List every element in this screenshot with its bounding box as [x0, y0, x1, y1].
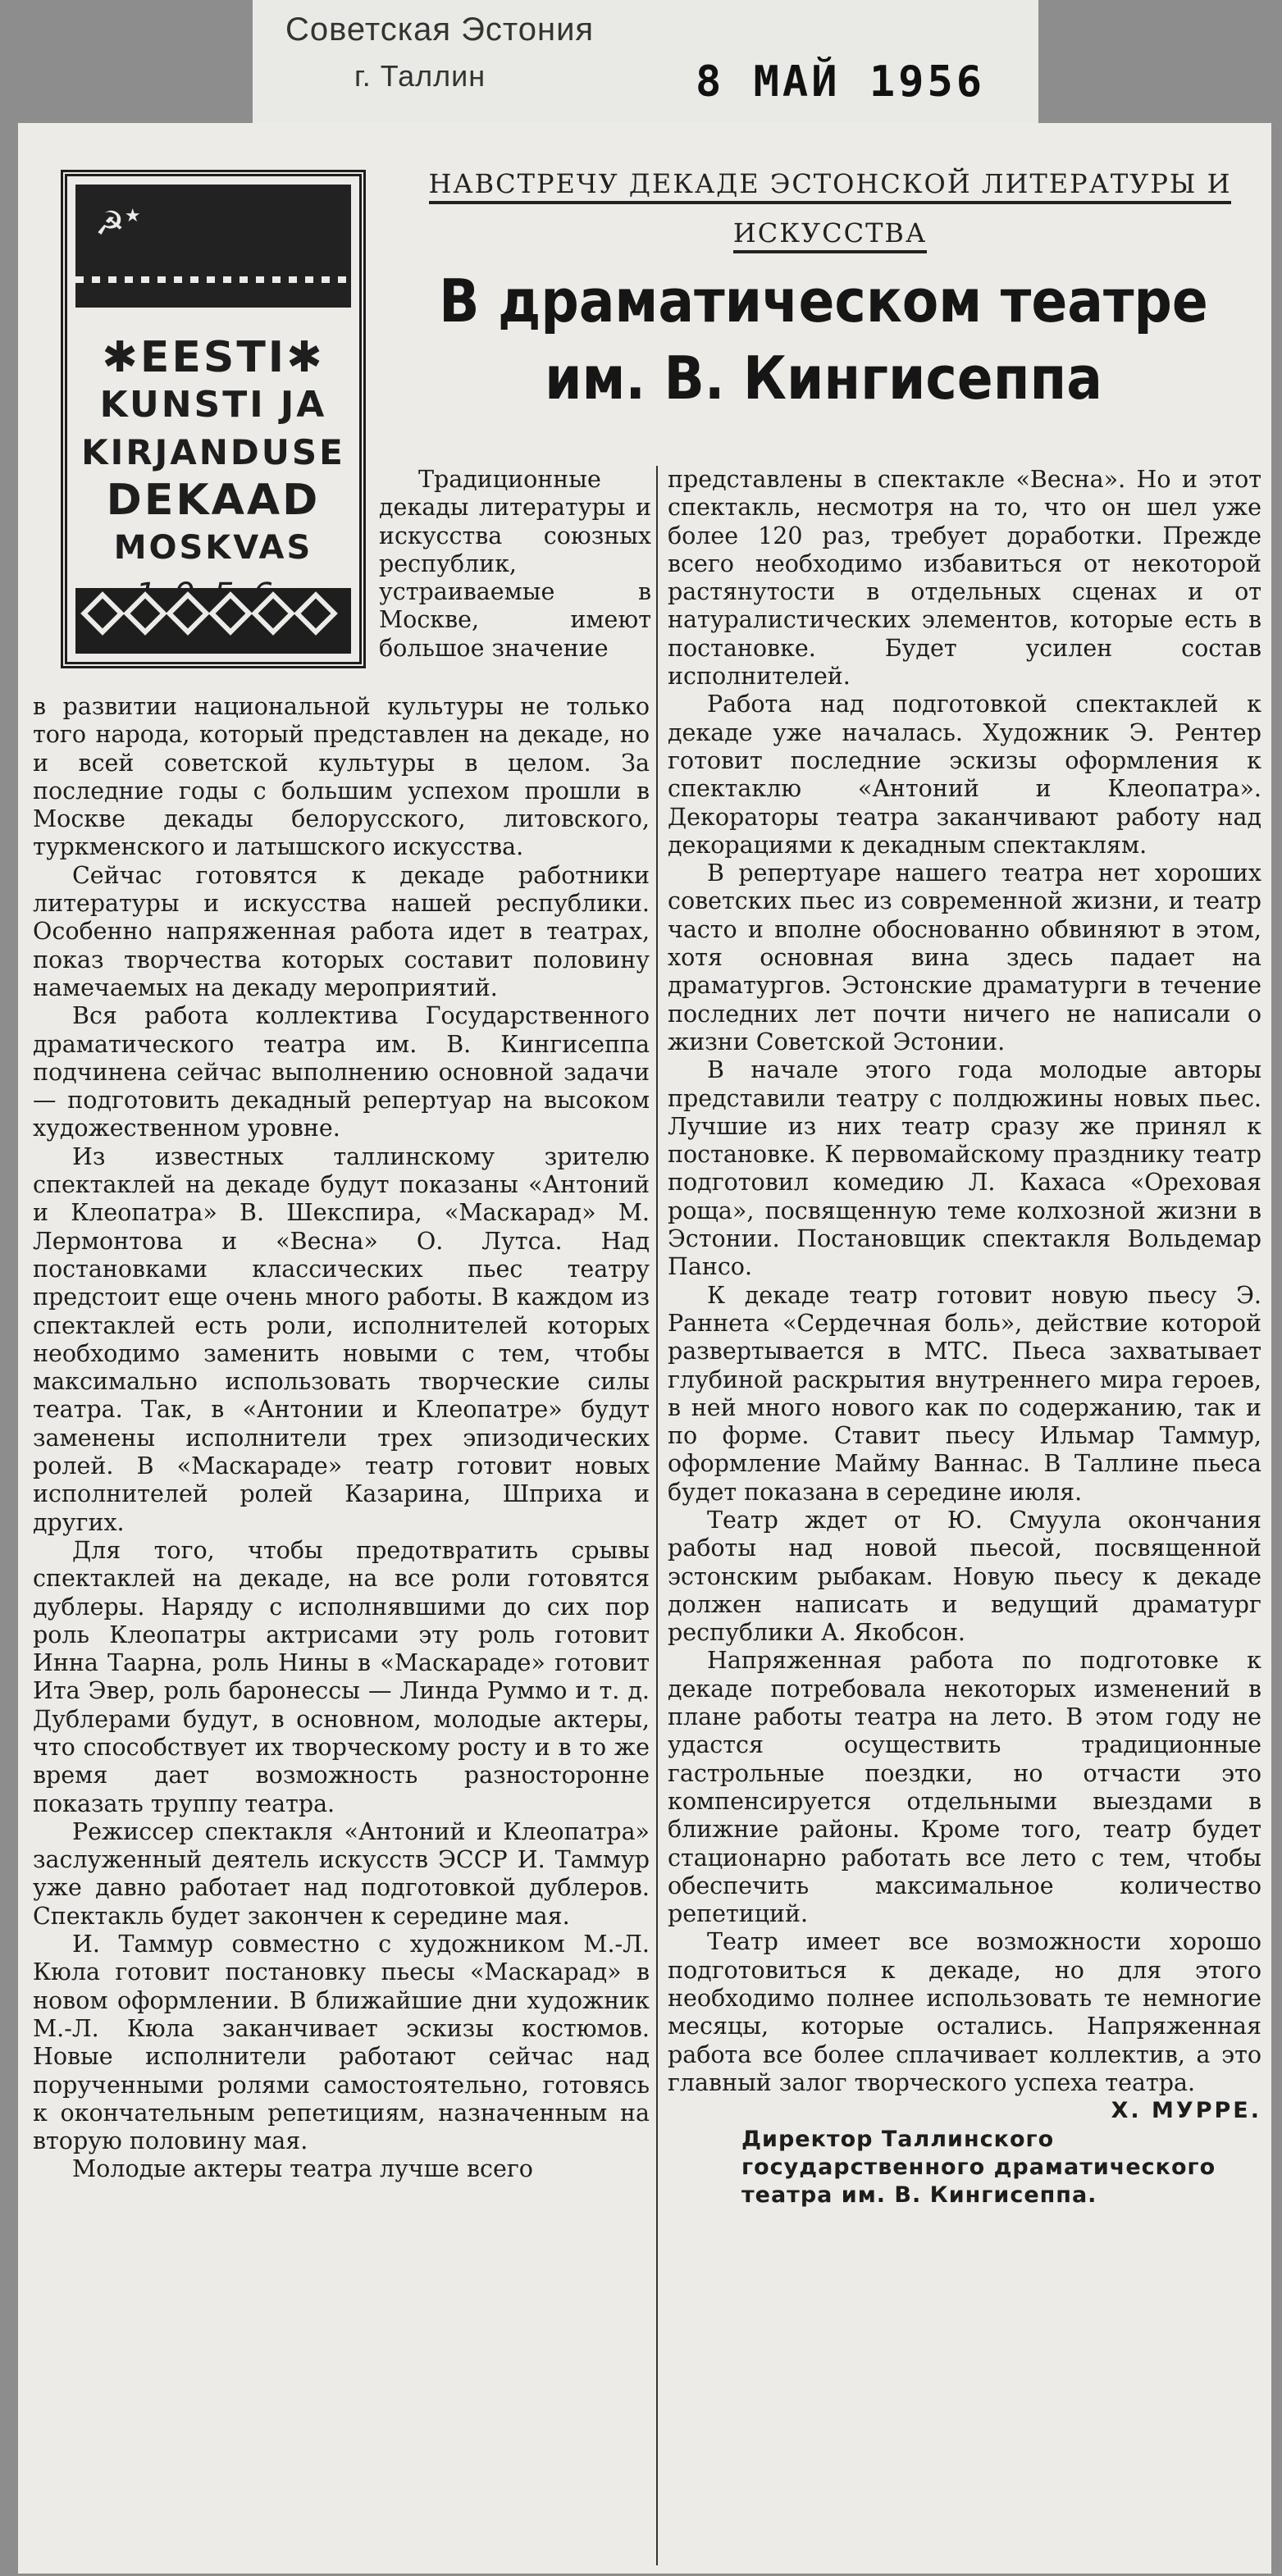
kicker-line: НАВСТРЕЧУ ДЕКАДЕ ЭСТОНСКОЙ ЛИТЕРАТУРЫ И — [429, 168, 1232, 204]
paragraph: Вся работа коллектива Государственного драматического театра им. В. Кингисеппа подчинена сейчас выполнению основной задачи — подготовить декадный репертуар на высоком художественном уровне. — [33, 1002, 650, 1142]
kicker-line: ИСКУССТВА — [733, 217, 927, 253]
paragraph: Режиссер спектакля «Антоний и Клеопатра» заслуженный деятель искусств ЭССР И. Таммур уже давно работает над подготовкой дублеров. Спектакль будет закончен к середине мая. — [33, 1817, 650, 1930]
section-kicker — [420, 159, 1240, 258]
paragraph: Напряженная работа по подготовке к декаде потребовала некоторых изменений в плане работы театра на лето. В этом году не удастся осуществить традиционные гастрольные поездки, но отчасти это компенсируется отдельными выездами в ближние районы. Кроме того, театр будет стационарно работать все лето с тем, чтобы обеспечить максимальное количество репетиций. — [668, 1647, 1261, 1928]
emblem-line: MOSKVAS — [113, 529, 313, 567]
paragraph: представлены в спектакле «Весна». Но и этот спектакль, несмотря на то, что он шел уже более 120 раз, требует доработки. Прежде всего необходимо избавиться от некоторой растянутости в отдельных сценах и от натуралистических элементов, которые есть в постановке. Будет усилен состав исполнителей. — [668, 466, 1261, 691]
paragraph: К декаде театр готовит новую пьесу Э. Раннета «Сердечная боль», действие которой развертывается в МТС. Пьеса захватывает глубиной раскрытия внутреннего мира героев, в ней много нового как по содержанию, так и по форме. Ставит пьесу Ильмар Таммур, оформление Майму Ваннас. В Таллине пьеса будет показана в середине июля. — [668, 1281, 1261, 1506]
clipping-date: 8 МАЙ 1956 — [696, 57, 986, 107]
folk-ornament-icon — [75, 588, 351, 654]
paragraph: Работа над подготовкой спектаклей к декаде уже началась. Художник Э. Рентер готовит последние эскизы оформления к спектаклю «Антоний и Клеопатра». Декораторы театра заканчивают работу над декорациями к декадным спектаклям. — [668, 691, 1261, 859]
author-title: Директор Таллинского государственного драматического театра им. В. Кингисеппа. — [741, 2126, 1216, 2209]
left-column — [33, 693, 650, 2184]
right-column — [668, 466, 1261, 2209]
emblem-line: DEKAAD — [106, 476, 321, 525]
headline-line: В драматическом театре — [439, 267, 1208, 335]
paragraph: Традиционные декады литературы и искусства союзных республик, устраиваемые в Москве, имеют большое значение — [379, 466, 651, 662]
newspaper-page — [18, 123, 1271, 2574]
paragraph: Молодые актеры театра лучше всего — [72, 2155, 533, 2183]
paragraph: Театр ждет от Ю. Смуула окончания работы над новой пьесой, посвященной эстонским рыбакам. Новую пьесу к декаде должен написать и ведущий драматург республики А. Якобсон. — [668, 1506, 1261, 1647]
paragraph: Из известных таллинскому зрителю спектаклей на декаде будут показаны «Антоний и Клеопатра» В. Шекспира, «Маскарад» М. Лермонтова и «Весна» О. Лутса. Над постановками классических пьес театру предстоит еще очень много работы. В каждом из спектаклей есть роли, исполнителей которых необходимо заменить новыми с тем, чтобы максимально использовать творческие силы театра. Так, в «Антонии и Клеопатре» будут заменены исполнители трех эпизодических ролей. В «Маскараде» театр готовит новых исполнителей ролей Казарина, Шприха и других. — [33, 1142, 650, 1536]
clipping-source: Советская Эстония — [285, 11, 595, 48]
headline-line: им. В. Кингисеппа — [545, 344, 1102, 413]
emblem-line: ✱EESTI✱ — [102, 333, 325, 382]
emblem-line: KUNSTI JA — [99, 384, 327, 426]
estonian-ssr-flag-icon — [75, 185, 351, 308]
article-headline — [381, 262, 1266, 417]
paragraph: В репертуаре нашего театра нет хороших советских пьес из современной жизни, и театр часто и вполне обоснованно обвиняют в этом, хотя основная вина здесь падает на драматургов. Эстонские драматурги в течение последних лет почти ничего не написали о жизни Советской Эстонии. — [668, 859, 1261, 1055]
author-signature: Х. МУРРЕ. — [1111, 2098, 1261, 2124]
emblem-lettering — [67, 334, 359, 619]
column-divider — [656, 466, 658, 2565]
paragraph: В начале этого года молодые авторы представили театру с полдюжины новых пьес. Лучшие из них театр сразу же принял к постановке. К первомайскому празднику театр подготовил комедию Л. Кахаса «Ореховая роща», посвященную теме колхозной жизни в Эстонии. Постановщик спектакля Вольдемар Пансо. — [668, 1056, 1261, 1281]
emblem-line: KIRJANDUSE — [81, 432, 345, 472]
paragraph: И. Таммур совместно с художником М.-Л. Кюла готовит постановку пьесы «Маскарад» в новом оформлении. В ближайшие дни художник М.-Л. Кюла заканчивает эскизы костюмов. Новые исполнители работают сейчас над порученными ролями самостоятельно, готовясь к окончательным репетициям, назначенным на вторую половину мая. — [33, 1931, 650, 2155]
clipping-city: г. Таллин — [354, 59, 486, 93]
clipping-stamp — [253, 0, 1038, 123]
paragraph: Сейчас готовятся к декаде работники литературы и искусства нашей республики. Особенно напряженная работа идет в театрах, показ творчества которых составит половину намечаемых на декаду мероприятий. — [33, 861, 650, 1001]
paragraph: Для того, чтобы предотвратить срывы спектаклей на декаде, на все роли готовятся дублеры. Наряду с исполнявшими до сих пор роль Клеопатры актрисами эту роль готовит Инна Таарна, роль Нины в «Маскараде» готовит Ита Эвер, роль баронессы — Линда Руммо и т. д. Дублерами будут, в основном, молодые актеры, что способствует их творческому росту и в то же время дает возможность разносторонне показать труппу театра. — [33, 1536, 650, 1817]
paragraph: Театр имеет все возможности хорошо подготовиться к декаде, но для этого необходимо полнее использовать те немногие месяцы, которые остались. Напряженная работа все более сплачивает коллектив, а это главный залог творческого успеха театра. — [668, 1928, 1261, 2096]
paragraph: в развитии национальной культуры не только того народа, который представлен на декаде, но и всей советской культуры в целом. За последние годы с большим успехом прошли в Москве декады белорусского, литовского, туркменского и латышского искусства. — [33, 693, 650, 861]
hammer-sickle-icon: ☭★ — [95, 205, 141, 243]
decade-emblem — [61, 170, 366, 668]
article-intro — [379, 466, 651, 663]
